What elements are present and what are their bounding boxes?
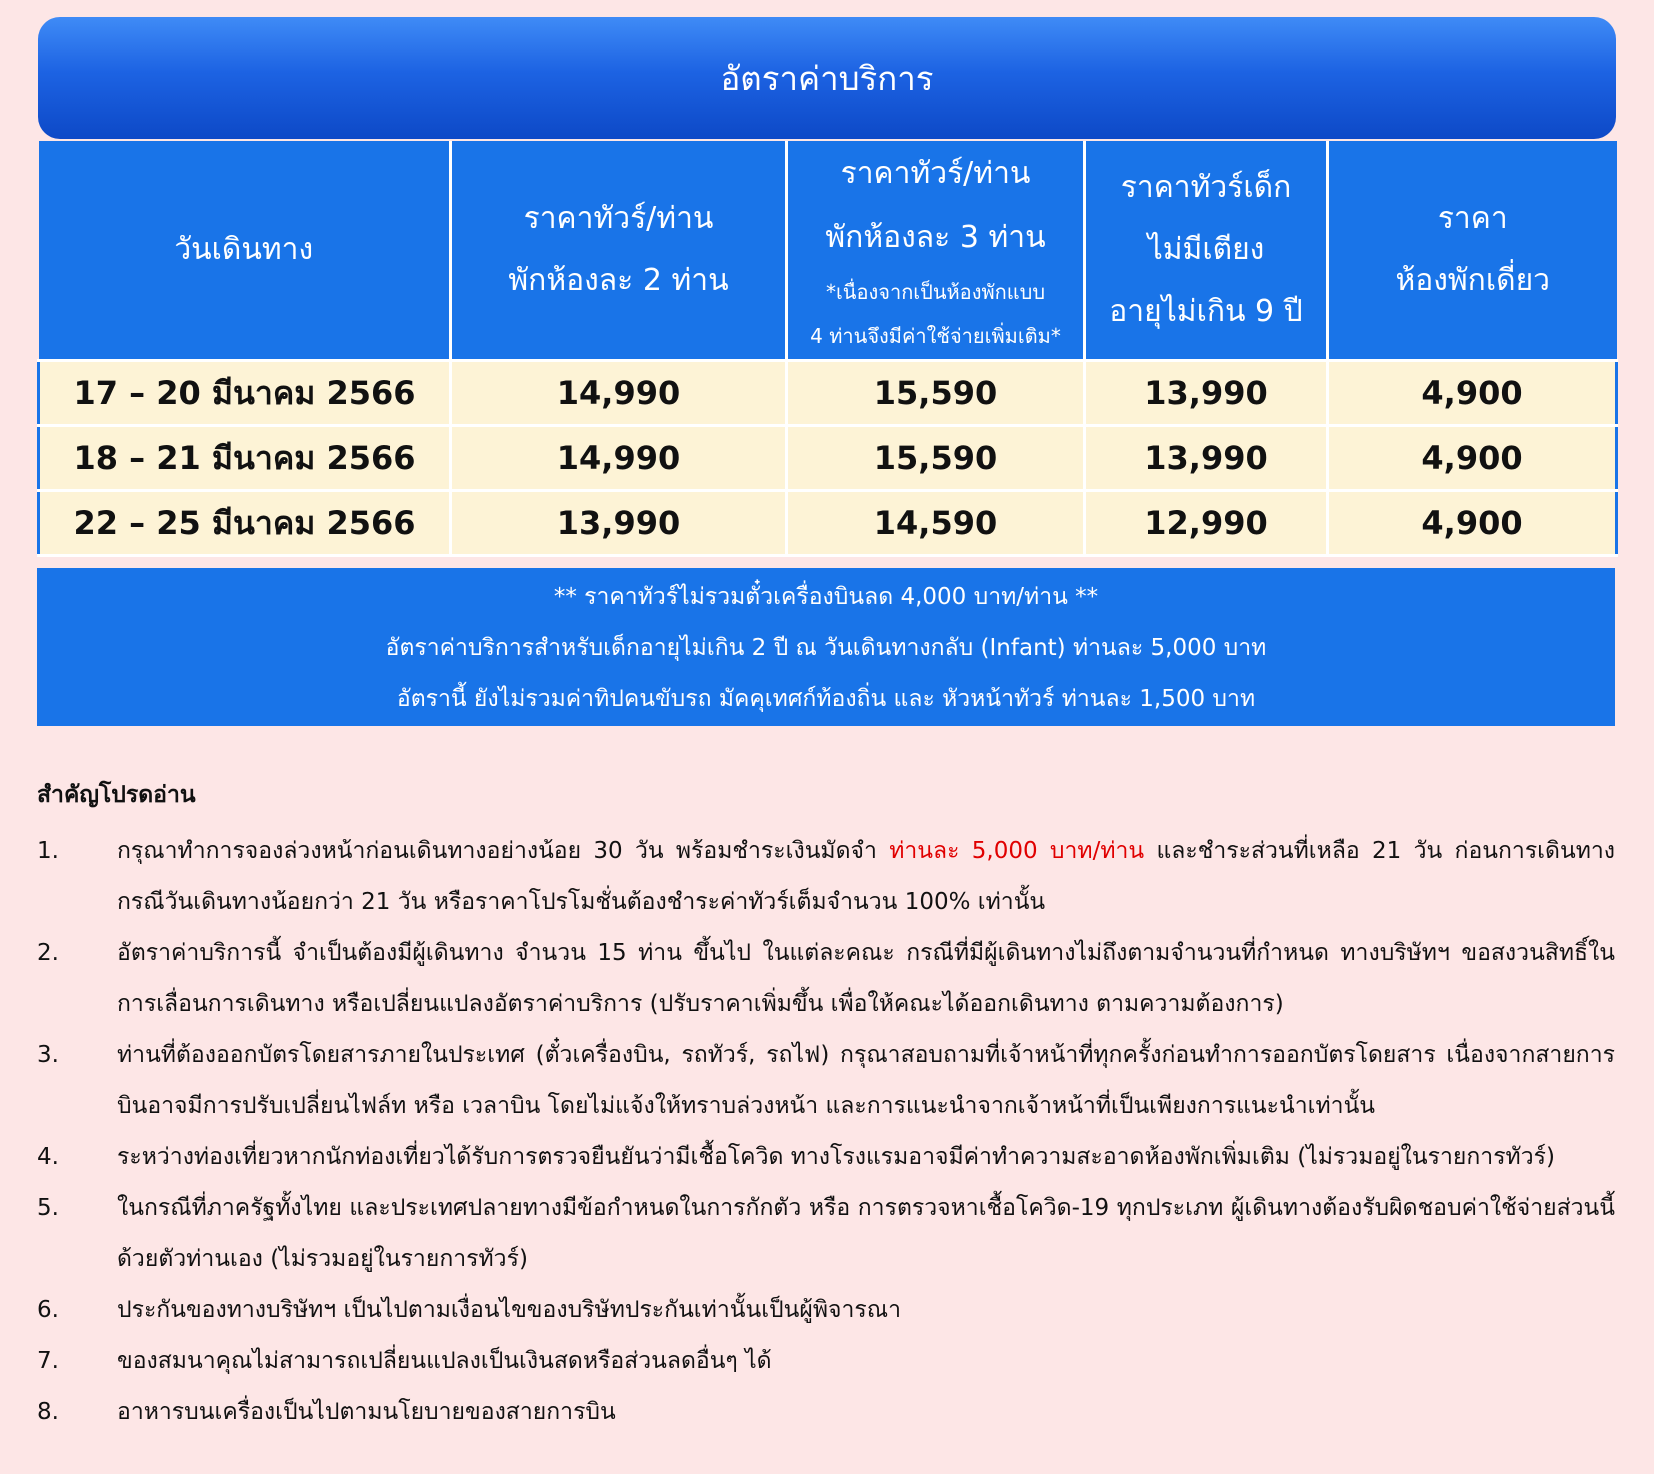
- page-title: อัตราค่าบริการ: [720, 58, 934, 98]
- price-cell: 15,590: [787, 426, 1085, 491]
- deposit-highlight: ท่านละ 5,000 บาท/ท่าน: [889, 838, 1145, 864]
- price-cell: 4,900: [1328, 361, 1617, 426]
- price-cell: 13,990: [1085, 361, 1328, 426]
- travel-date-cell: 17 – 20 มีนาคม 2566: [39, 361, 451, 426]
- list-item: 1. กรุณาทำการจองล่วงหน้าก่อนเดินทางอย่างน้อย 30 วัน พร้อมชำระเงินมัดจำ ท่านละ 5,000 บาท/ท่าน และชำระส่วนที่เหลือ 21 วัน ก่อนการเดินทาง กรณีวันเดินทางน้อยกว่า 21 วัน หรือราคาโปรโมชั่นต้องชำระค่าทัวร์เต็มจำนวน 100% เท่านั้น: [37, 838, 1616, 915]
- table-row: [39, 361, 1617, 426]
- price-cell: 14,990: [451, 361, 787, 426]
- price-notes: [37, 568, 1615, 726]
- col-header-triple: ราคาทัวร์/ท่าน พักห้องละ 3 ท่าน *เนื่องจากเป็นห้องพักแบบ 4 ท่านจึงมีค่าใช้จ่ายเพิ่มเติม*: [787, 141, 1085, 361]
- note-line: ** ราคาทัวร์ไม่รวมตั๋วเครื่องบินลด 4,000 บาท/ท่าน **: [553, 584, 1099, 610]
- price-cell: 14,990: [451, 426, 787, 491]
- col-header-single: ราคา ห้องพักเดี่ยว: [1328, 141, 1617, 361]
- col-header-child: ราคาทัวร์เด็ก ไม่มีเตียง อายุไม่เกิน 9 ปี: [1085, 141, 1328, 361]
- price-table: [37, 141, 1618, 557]
- triple-note: 4 ท่านจึงมีค่าใช้จ่ายเพิ่มเติม*: [810, 324, 1061, 348]
- col-header-travel-date: วันเดินทาง: [39, 141, 451, 361]
- col-header-double: ราคาทัวร์/ท่าน พักห้องละ 2 ท่าน: [451, 141, 787, 361]
- table-header-row: [39, 141, 1617, 361]
- list-item: 6. ประกันของทางบริษัทฯ เป็นไปตามเงื่อนไขของบริษัทประกันเท่านั้นเป็นผู้พิจารณา: [37, 1297, 902, 1323]
- travel-date-cell: 18 – 21 มีนาคม 2566: [39, 426, 451, 491]
- list-item: 4. ระหว่างท่องเที่ยวหากนักท่องเที่ยวได้รับการตรวจยืนยันว่ามีเชื้อโควิด ทางโรงแรมอาจมีค่าทำความสะอาดห้องพักเพิ่มเติม (ไม่รวมอยู่ในรายการทัวร์): [37, 1144, 1555, 1170]
- table-row: [39, 491, 1617, 556]
- important-heading: สำคัญโปรดอ่าน: [37, 782, 196, 808]
- triple-note: *เนื่องจากเป็นห้องพักแบบ: [825, 280, 1046, 304]
- list-item: 2. อัตราค่าบริการนี้ จำเป็นต้องมีผู้เดินทาง จำนวน 15 ท่าน ขึ้นไป ในแต่ละคณะ กรณีที่มีผู้เดินทางไม่ถึงตามจำนวนที่กำหนด ทางบริษัทฯ ขอสงวนสิทธิ์ในการเลื่อนการเดินทาง หรือเปลี่ยนแปลงอัตราค่าบริการ (ปรับราคาเพิ่มขึ้น เพื่อให้คณะได้ออกเดินทาง ตามความต้องการ): [37, 940, 1615, 1017]
- list-item: 8. อาหารบนเครื่องเป็นไปตามนโยบายของสายการบิน: [37, 1399, 616, 1425]
- price-cell: 14,590: [787, 491, 1085, 556]
- note-line: อัตราค่าบริการสำหรับเด็กอายุไม่เกิน 2 ปี ณ วันเดินทางกลับ (Infant) ท่านละ 5,000 บาท: [385, 635, 1267, 661]
- table-row: [39, 426, 1617, 491]
- price-cell: 13,990: [451, 491, 787, 556]
- price-cell: 4,900: [1328, 491, 1617, 556]
- rate-banner: [38, 17, 1616, 139]
- list-item: 3. ท่านที่ต้องออกบัตรโดยสารภายในประเทศ (ตั๋วเครื่องบิน, รถทัวร์, รถไฟ) กรุณาสอบถามที่เจ้าหน้าที่ทุกครั้งก่อนทำการออกบัตรโดยสาร เนื่องจากสายการบินอาจมีการปรับเปลี่ยนไฟล์ท หรือ เวลาบิน โดยไม่แจ้งให้ทราบล่วงหน้า และการแนะนำจากเจ้าหน้าที่เป็นเพียงการแนะนำเท่านั้น: [37, 1042, 1615, 1119]
- price-cell: 15,590: [787, 361, 1085, 426]
- price-cell: 13,990: [1085, 426, 1328, 491]
- list-item: 7. ของสมนาคุณไม่สามารถเปลี่ยนแปลงเป็นเงินสดหรือส่วนลดอื่นๆ ได้: [37, 1348, 772, 1374]
- travel-date-cell: 22 – 25 มีนาคม 2566: [39, 491, 451, 556]
- important-list: [37, 826, 1615, 1438]
- note-line: อัตรานี้ ยังไม่รวมค่าทิปคนขับรถ มัคคุเทศก์ท้องถิ่น และ หัวหน้าทัวร์ ท่านละ 1,500 บาท: [396, 686, 1256, 712]
- list-item: 5. ในกรณีที่ภาครัฐทั้งไทย และประเทศปลายทางมีข้อกำหนดในการกักตัว หรือ การตรวจหาเชื้อโควิด-19 ทุกประเภท ผู้เดินทางต้องรับผิดชอบค่าใช้จ่ายส่วนนี้ด้วยตัวท่านเอง (ไม่รวมอยู่ในรายการทัวร์): [37, 1195, 1615, 1272]
- price-cell: 4,900: [1328, 426, 1617, 491]
- price-cell: 12,990: [1085, 491, 1328, 556]
